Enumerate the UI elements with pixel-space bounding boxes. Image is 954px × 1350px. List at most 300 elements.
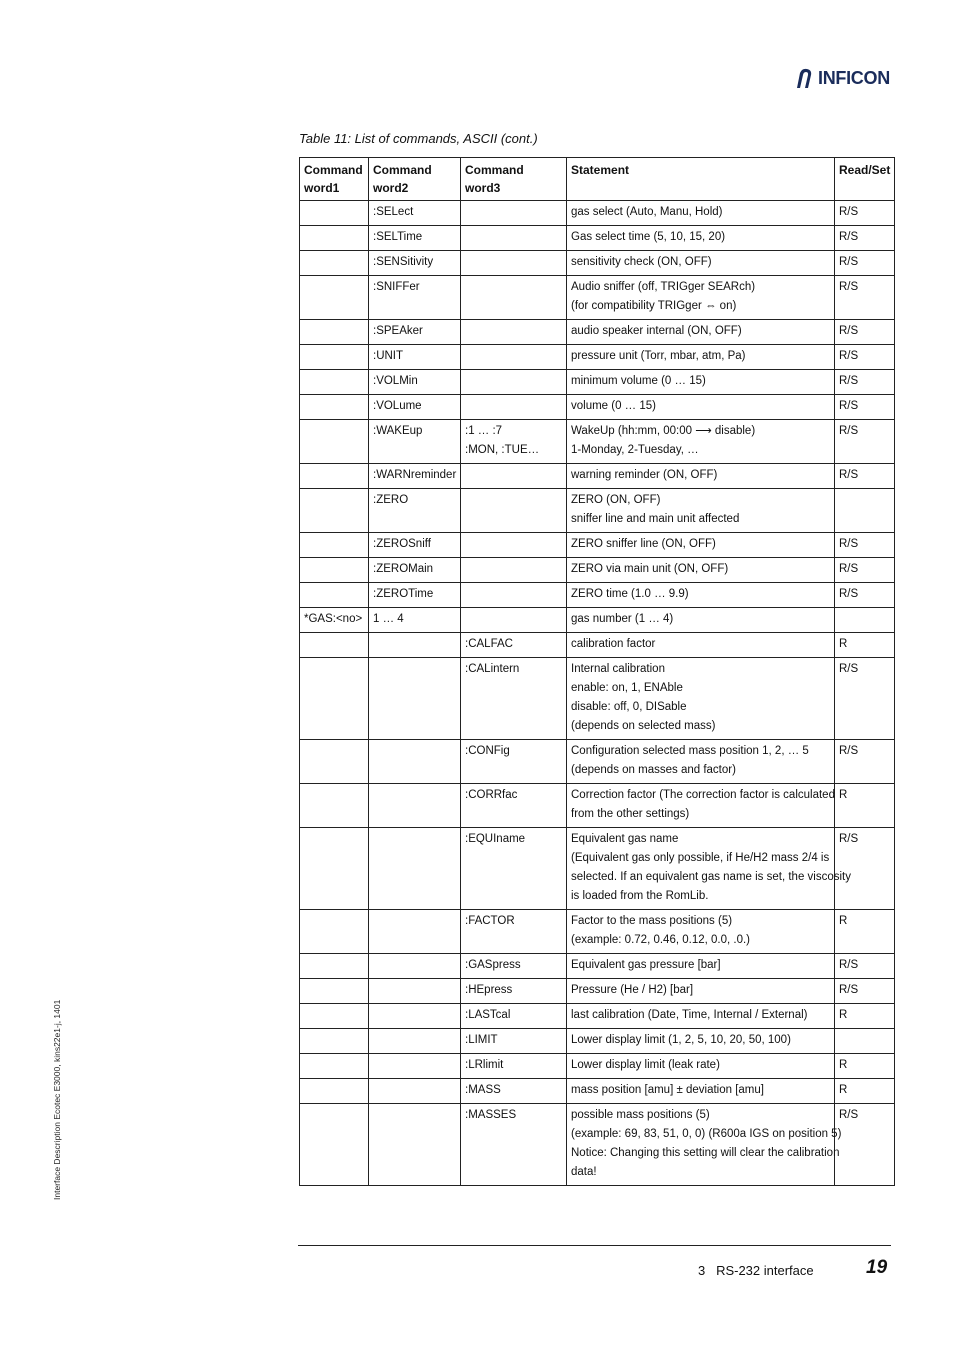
cell-command-word1 bbox=[300, 1029, 369, 1054]
cell-text: :SENSitivity bbox=[373, 256, 434, 268]
cell-statement bbox=[567, 1029, 835, 1054]
cell-command-word1 bbox=[300, 345, 369, 370]
cell-read-set bbox=[835, 979, 895, 1004]
table-row bbox=[300, 489, 895, 533]
cell-statement bbox=[567, 345, 835, 370]
header-line: Read/Set bbox=[839, 163, 891, 177]
cell-text: :ZEROMain bbox=[373, 563, 434, 575]
cell-text bbox=[304, 1006, 364, 1025]
cell-command-word1 bbox=[300, 489, 369, 533]
cell-text: *GAS:<no> bbox=[304, 613, 363, 625]
cell-statement bbox=[567, 251, 835, 276]
cell-text: volume (0 … 15) bbox=[571, 400, 657, 412]
cell-command-word2 bbox=[369, 608, 461, 633]
cell-read-set bbox=[835, 784, 895, 828]
cell-text: :MASSES bbox=[465, 1109, 517, 1121]
cell-read-set bbox=[835, 954, 895, 979]
cell-text bbox=[304, 912, 364, 931]
cell-command-word2 bbox=[369, 226, 461, 251]
cell-command-word3 bbox=[461, 583, 567, 608]
cell-text: :ZEROTime bbox=[373, 588, 434, 600]
cell-text bbox=[304, 253, 364, 272]
cell-command-word2 bbox=[369, 954, 461, 979]
cell-command-word1 bbox=[300, 251, 369, 276]
cell-command-word2 bbox=[369, 910, 461, 954]
cell-command-word2 bbox=[369, 784, 461, 828]
header-line: Command bbox=[465, 163, 524, 177]
cell-text: :SELTime bbox=[373, 231, 423, 243]
cell-text bbox=[304, 560, 364, 579]
cell-text: gas select (Auto, Manu, Hold) bbox=[571, 206, 723, 218]
cell-command-word1 bbox=[300, 828, 369, 910]
cell-text: :SELect bbox=[373, 206, 414, 218]
cell-read-set bbox=[835, 608, 895, 633]
table-row bbox=[300, 345, 895, 370]
cell-text: :ZERO bbox=[373, 494, 409, 506]
cell-command-word1 bbox=[300, 420, 369, 464]
table-row bbox=[300, 740, 895, 784]
table-row bbox=[300, 395, 895, 420]
cell-text: calibration factor bbox=[571, 638, 656, 650]
footer-divider bbox=[298, 1245, 891, 1246]
cell-command-word2 bbox=[369, 1004, 461, 1029]
cell-text bbox=[373, 981, 456, 1000]
cell-read-set bbox=[835, 320, 895, 345]
cell-text: :HEpress bbox=[465, 984, 513, 996]
cell-text: ZERO time (1.0 … 9.9) bbox=[571, 588, 689, 600]
cell-statement bbox=[567, 533, 835, 558]
cell-command-word2 bbox=[369, 201, 461, 226]
cell-read-set bbox=[835, 1054, 895, 1079]
cell-command-word1 bbox=[300, 1004, 369, 1029]
cell-command-word2 bbox=[369, 489, 461, 533]
table-row bbox=[300, 1004, 895, 1029]
cell-text bbox=[465, 372, 562, 391]
cell-read-set bbox=[835, 226, 895, 251]
cell-text: R bbox=[839, 789, 848, 801]
cell-text: (depends on selected mass) bbox=[571, 720, 716, 732]
header-line: word2 bbox=[373, 181, 409, 195]
table-row bbox=[300, 608, 895, 633]
cell-text: Correction factor (The correction factor is calculated bbox=[571, 789, 835, 801]
cell-text: (for compatibility TRIGger ⇔ on) bbox=[571, 300, 737, 312]
cell-statement bbox=[567, 954, 835, 979]
cell-text: R/S bbox=[839, 833, 859, 845]
cell-command-word3 bbox=[461, 395, 567, 420]
cell-command-word1 bbox=[300, 226, 369, 251]
cell-command-word3 bbox=[461, 633, 567, 658]
cell-command-word1 bbox=[300, 1079, 369, 1104]
cell-text: R bbox=[839, 1009, 848, 1021]
cell-command-word1 bbox=[300, 910, 369, 954]
cell-text bbox=[304, 786, 364, 805]
cell-text bbox=[465, 322, 562, 341]
cell-text: from the other settings) bbox=[571, 808, 690, 820]
cell-command-word1 bbox=[300, 740, 369, 784]
inficon-logo-mark-icon bbox=[794, 67, 814, 89]
cell-statement bbox=[567, 370, 835, 395]
cell-read-set bbox=[835, 420, 895, 464]
cell-text: Pressure (He / H2) [bar] bbox=[571, 984, 694, 996]
cell-command-word1 bbox=[300, 320, 369, 345]
cell-read-set bbox=[835, 345, 895, 370]
cell-text bbox=[304, 1106, 364, 1125]
cell-text: :EQUIname bbox=[465, 833, 526, 845]
cell-command-word2 bbox=[369, 420, 461, 464]
cell-text bbox=[465, 585, 562, 604]
cell-command-word1 bbox=[300, 633, 369, 658]
cell-statement bbox=[567, 658, 835, 740]
header-command-word2 bbox=[369, 158, 461, 201]
cell-text bbox=[465, 228, 562, 247]
cell-command-word3 bbox=[461, 226, 567, 251]
cell-text bbox=[465, 491, 562, 510]
cell-text: ZERO sniffer line (ON, OFF) bbox=[571, 538, 716, 550]
cell-command-word1 bbox=[300, 979, 369, 1004]
cell-command-word3 bbox=[461, 533, 567, 558]
cell-text: sniffer line and main unit affected bbox=[571, 513, 740, 525]
cell-statement bbox=[567, 740, 835, 784]
cell-text: Factor to the mass positions (5) bbox=[571, 915, 733, 927]
cell-command-word2 bbox=[369, 979, 461, 1004]
cell-command-word3 bbox=[461, 954, 567, 979]
cell-text: (depends on masses and factor) bbox=[571, 764, 736, 776]
header-read-set bbox=[835, 158, 895, 201]
table-row bbox=[300, 226, 895, 251]
cell-command-word3 bbox=[461, 910, 567, 954]
cell-read-set bbox=[835, 276, 895, 320]
cell-command-word2 bbox=[369, 583, 461, 608]
cell-command-word3 bbox=[461, 1029, 567, 1054]
cell-read-set bbox=[835, 633, 895, 658]
cell-command-word3 bbox=[461, 1004, 567, 1029]
cell-read-set bbox=[835, 201, 895, 226]
cell-command-word3 bbox=[461, 1079, 567, 1104]
table-row bbox=[300, 370, 895, 395]
table-row bbox=[300, 1079, 895, 1104]
cell-text: (Equivalent gas only possible, if He/H2 mass 2/4 is bbox=[571, 852, 830, 864]
cell-text bbox=[839, 491, 890, 510]
cell-text: :UNIT bbox=[373, 350, 404, 362]
cell-text: R/S bbox=[839, 469, 859, 481]
table-caption: Table 11: List of commands, ASCII (cont.) bbox=[299, 131, 538, 146]
cell-text: R/S bbox=[839, 325, 859, 337]
cell-text: :1 … :7 bbox=[465, 425, 503, 437]
cell-command-word1 bbox=[300, 658, 369, 740]
cell-text: :VOLMin bbox=[373, 375, 418, 387]
cell-text bbox=[465, 347, 562, 366]
table-row bbox=[300, 558, 895, 583]
cell-read-set bbox=[835, 740, 895, 784]
cell-text: :SNIFFer bbox=[373, 281, 420, 293]
cell-text: :SPEAker bbox=[373, 325, 423, 337]
cell-text: :LIMIT bbox=[465, 1034, 498, 1046]
header-line: word1 bbox=[304, 181, 340, 195]
cell-text bbox=[304, 278, 364, 297]
cell-command-word3 bbox=[461, 740, 567, 784]
cell-text bbox=[373, 635, 456, 654]
cell-statement bbox=[567, 320, 835, 345]
cell-text bbox=[304, 347, 364, 366]
cell-read-set bbox=[835, 464, 895, 489]
cell-command-word1 bbox=[300, 608, 369, 633]
cell-text: :LASTcal bbox=[465, 1009, 511, 1021]
cell-text: enable: on, 1, ENAble bbox=[571, 682, 683, 694]
cell-text: R/S bbox=[839, 231, 859, 243]
cell-command-word1 bbox=[300, 558, 369, 583]
cell-statement bbox=[567, 784, 835, 828]
cell-text: :CONFig bbox=[465, 745, 510, 757]
header-line: word3 bbox=[465, 181, 501, 195]
cell-text bbox=[373, 830, 456, 849]
cell-read-set bbox=[835, 1029, 895, 1054]
cell-read-set bbox=[835, 910, 895, 954]
cell-text: mass position [amu] ± deviation [amu] bbox=[571, 1084, 764, 1096]
cell-text bbox=[304, 981, 364, 1000]
cell-command-word3 bbox=[461, 658, 567, 740]
cell-statement bbox=[567, 583, 835, 608]
cell-command-word2 bbox=[369, 1029, 461, 1054]
cell-text: last calibration (Date, Time, Internal / External) bbox=[571, 1009, 808, 1021]
cell-text: (example: 69, 83, 51, 0, 0) (R600a IGS on position 5) bbox=[571, 1128, 842, 1140]
cell-statement bbox=[567, 464, 835, 489]
cell-read-set bbox=[835, 1104, 895, 1186]
cell-text: R/S bbox=[839, 400, 859, 412]
cell-statement bbox=[567, 201, 835, 226]
cell-text bbox=[465, 535, 562, 554]
cell-text bbox=[304, 203, 364, 222]
cell-text bbox=[839, 610, 890, 629]
table-row bbox=[300, 276, 895, 320]
cell-text: 1 … 4 bbox=[373, 613, 404, 625]
footer-section-title: 3 RS-232 interface bbox=[698, 1263, 814, 1278]
cell-text: ZERO (ON, OFF) bbox=[571, 494, 661, 506]
cell-command-word1 bbox=[300, 533, 369, 558]
cell-text: R/S bbox=[839, 959, 859, 971]
cell-text bbox=[304, 228, 364, 247]
cell-text: 1-Monday, 2-Tuesday, … bbox=[571, 444, 699, 456]
cell-command-word2 bbox=[369, 1079, 461, 1104]
cell-command-word1 bbox=[300, 1054, 369, 1079]
cell-text bbox=[465, 203, 562, 222]
table-row bbox=[300, 320, 895, 345]
cell-text: gas number (1 … 4) bbox=[571, 613, 674, 625]
cell-read-set bbox=[835, 1079, 895, 1104]
cell-text bbox=[373, 1106, 456, 1125]
cell-text: Lower display limit (leak rate) bbox=[571, 1059, 720, 1071]
cell-command-word2 bbox=[369, 558, 461, 583]
cell-command-word3 bbox=[461, 251, 567, 276]
cell-text bbox=[465, 253, 562, 272]
header-command-word1 bbox=[300, 158, 369, 201]
cell-statement bbox=[567, 489, 835, 533]
cell-text: :MON, :TUE… bbox=[465, 444, 540, 456]
header-line: Command bbox=[373, 163, 432, 177]
cell-statement bbox=[567, 1079, 835, 1104]
cell-text: R/S bbox=[839, 256, 859, 268]
cell-text bbox=[373, 956, 456, 975]
cell-text: :ZEROSniff bbox=[373, 538, 431, 550]
cell-command-word3 bbox=[461, 370, 567, 395]
cell-command-word2 bbox=[369, 1054, 461, 1079]
cell-read-set bbox=[835, 395, 895, 420]
cell-read-set bbox=[835, 658, 895, 740]
table-body bbox=[300, 201, 895, 1186]
cell-text bbox=[373, 660, 456, 679]
cell-statement bbox=[567, 1054, 835, 1079]
cell-text: Gas select time (5, 10, 15, 20) bbox=[571, 231, 726, 243]
table-row bbox=[300, 1029, 895, 1054]
cell-command-word3 bbox=[461, 489, 567, 533]
cell-command-word3 bbox=[461, 420, 567, 464]
cell-text bbox=[839, 1031, 890, 1050]
table-row bbox=[300, 633, 895, 658]
cell-command-word3 bbox=[461, 276, 567, 320]
table-row bbox=[300, 1104, 895, 1186]
cell-text bbox=[304, 372, 364, 391]
cell-text bbox=[304, 535, 364, 554]
cell-command-word1 bbox=[300, 1104, 369, 1186]
cell-command-word3 bbox=[461, 784, 567, 828]
cell-text: :CORRfac bbox=[465, 789, 518, 801]
cell-text bbox=[304, 1081, 364, 1100]
table-row bbox=[300, 420, 895, 464]
cell-statement bbox=[567, 276, 835, 320]
cell-text: R/S bbox=[839, 206, 859, 218]
cell-command-word1 bbox=[300, 583, 369, 608]
cell-text: R/S bbox=[839, 1109, 859, 1121]
cell-statement bbox=[567, 1004, 835, 1029]
cell-command-word1 bbox=[300, 370, 369, 395]
document-sidebar-text: Interface Description Ecotec E3000, kins22e1-j, 1401 bbox=[52, 999, 62, 1200]
cell-text bbox=[373, 1081, 456, 1100]
cell-read-set bbox=[835, 1004, 895, 1029]
cell-text bbox=[304, 660, 364, 679]
cell-text: R bbox=[839, 1084, 848, 1096]
cell-command-word1 bbox=[300, 201, 369, 226]
cell-text: Internal calibration bbox=[571, 663, 665, 675]
table-row bbox=[300, 1054, 895, 1079]
cell-text: R bbox=[839, 915, 848, 927]
cell-text: :WARNreminder bbox=[373, 469, 457, 481]
cell-command-word2 bbox=[369, 1104, 461, 1186]
cell-command-word3 bbox=[461, 345, 567, 370]
cell-text: R/S bbox=[839, 563, 859, 575]
cell-text: R/S bbox=[839, 281, 859, 293]
cell-read-set bbox=[835, 558, 895, 583]
cell-command-word3 bbox=[461, 608, 567, 633]
cell-statement bbox=[567, 395, 835, 420]
cell-text: Notice: Changing this setting will clear the calibration bbox=[571, 1147, 840, 1159]
cell-command-word2 bbox=[369, 320, 461, 345]
cell-text bbox=[304, 635, 364, 654]
table-row bbox=[300, 784, 895, 828]
cell-text bbox=[465, 278, 562, 297]
cell-text bbox=[304, 1056, 364, 1075]
cell-command-word2 bbox=[369, 276, 461, 320]
cell-text: R/S bbox=[839, 538, 859, 550]
cell-text: minimum volume (0 … 15) bbox=[571, 375, 706, 387]
cell-command-word3 bbox=[461, 201, 567, 226]
cell-text: R/S bbox=[839, 375, 859, 387]
cell-command-word2 bbox=[369, 658, 461, 740]
cell-text: R/S bbox=[839, 984, 859, 996]
table-row bbox=[300, 658, 895, 740]
cell-command-word2 bbox=[369, 533, 461, 558]
cell-text bbox=[465, 466, 562, 485]
cell-command-word2 bbox=[369, 370, 461, 395]
cell-read-set bbox=[835, 533, 895, 558]
cell-text: R/S bbox=[839, 588, 859, 600]
cell-statement bbox=[567, 1104, 842, 1186]
cell-statement bbox=[567, 420, 835, 464]
cell-text bbox=[304, 956, 364, 975]
cell-text bbox=[304, 322, 364, 341]
command-table bbox=[299, 157, 895, 1186]
table-row bbox=[300, 201, 895, 226]
cell-text: R/S bbox=[839, 350, 859, 362]
header-statement bbox=[567, 158, 835, 201]
cell-text bbox=[465, 610, 562, 629]
cell-text: WakeUp (hh:mm, 00:00 ⟶ disable) bbox=[571, 425, 756, 437]
cell-command-word2 bbox=[369, 464, 461, 489]
cell-text bbox=[373, 912, 456, 931]
table-row bbox=[300, 533, 895, 558]
cell-text bbox=[304, 466, 364, 485]
page-number: 19 bbox=[866, 1257, 888, 1278]
cell-text: Configuration selected mass position 1, 2, … 5 bbox=[571, 745, 809, 757]
cell-text bbox=[304, 585, 364, 604]
cell-command-word2 bbox=[369, 345, 461, 370]
cell-text: R/S bbox=[839, 425, 859, 437]
cell-command-word3 bbox=[461, 979, 567, 1004]
cell-text bbox=[373, 786, 456, 805]
table-row bbox=[300, 828, 895, 910]
cell-statement bbox=[567, 910, 835, 954]
cell-text bbox=[373, 1031, 456, 1050]
table-row bbox=[300, 251, 895, 276]
cell-statement bbox=[567, 979, 835, 1004]
cell-text: disable: off, 0, DISable bbox=[571, 701, 687, 713]
cell-command-word3 bbox=[461, 558, 567, 583]
cell-text: R bbox=[839, 638, 848, 650]
cell-text: possible mass positions (5) bbox=[571, 1109, 710, 1121]
header-command-word3 bbox=[461, 158, 567, 201]
cell-text bbox=[304, 397, 364, 416]
table-row bbox=[300, 910, 895, 954]
cell-read-set bbox=[835, 828, 895, 910]
cell-command-word1 bbox=[300, 464, 369, 489]
cell-text bbox=[304, 491, 364, 510]
cell-read-set bbox=[835, 370, 895, 395]
cell-command-word2 bbox=[369, 251, 461, 276]
cell-text: :MASS bbox=[465, 1084, 501, 1096]
cell-command-word3 bbox=[461, 464, 567, 489]
cell-text: Equivalent gas pressure [bar] bbox=[571, 959, 721, 971]
header-line: Command bbox=[304, 163, 363, 177]
cell-text: R/S bbox=[839, 745, 859, 757]
cell-text: :GASpress bbox=[465, 959, 521, 971]
cell-command-word1 bbox=[300, 276, 369, 320]
cell-text bbox=[304, 422, 364, 441]
cell-statement bbox=[567, 558, 835, 583]
cell-text: selected. If an equivalent gas name is set, the viscosity bbox=[571, 871, 851, 883]
cell-command-word1 bbox=[300, 395, 369, 420]
cell-text: R/S bbox=[839, 663, 859, 675]
header-line: Statement bbox=[571, 163, 630, 177]
cell-text bbox=[373, 742, 456, 761]
cell-text bbox=[465, 560, 562, 579]
